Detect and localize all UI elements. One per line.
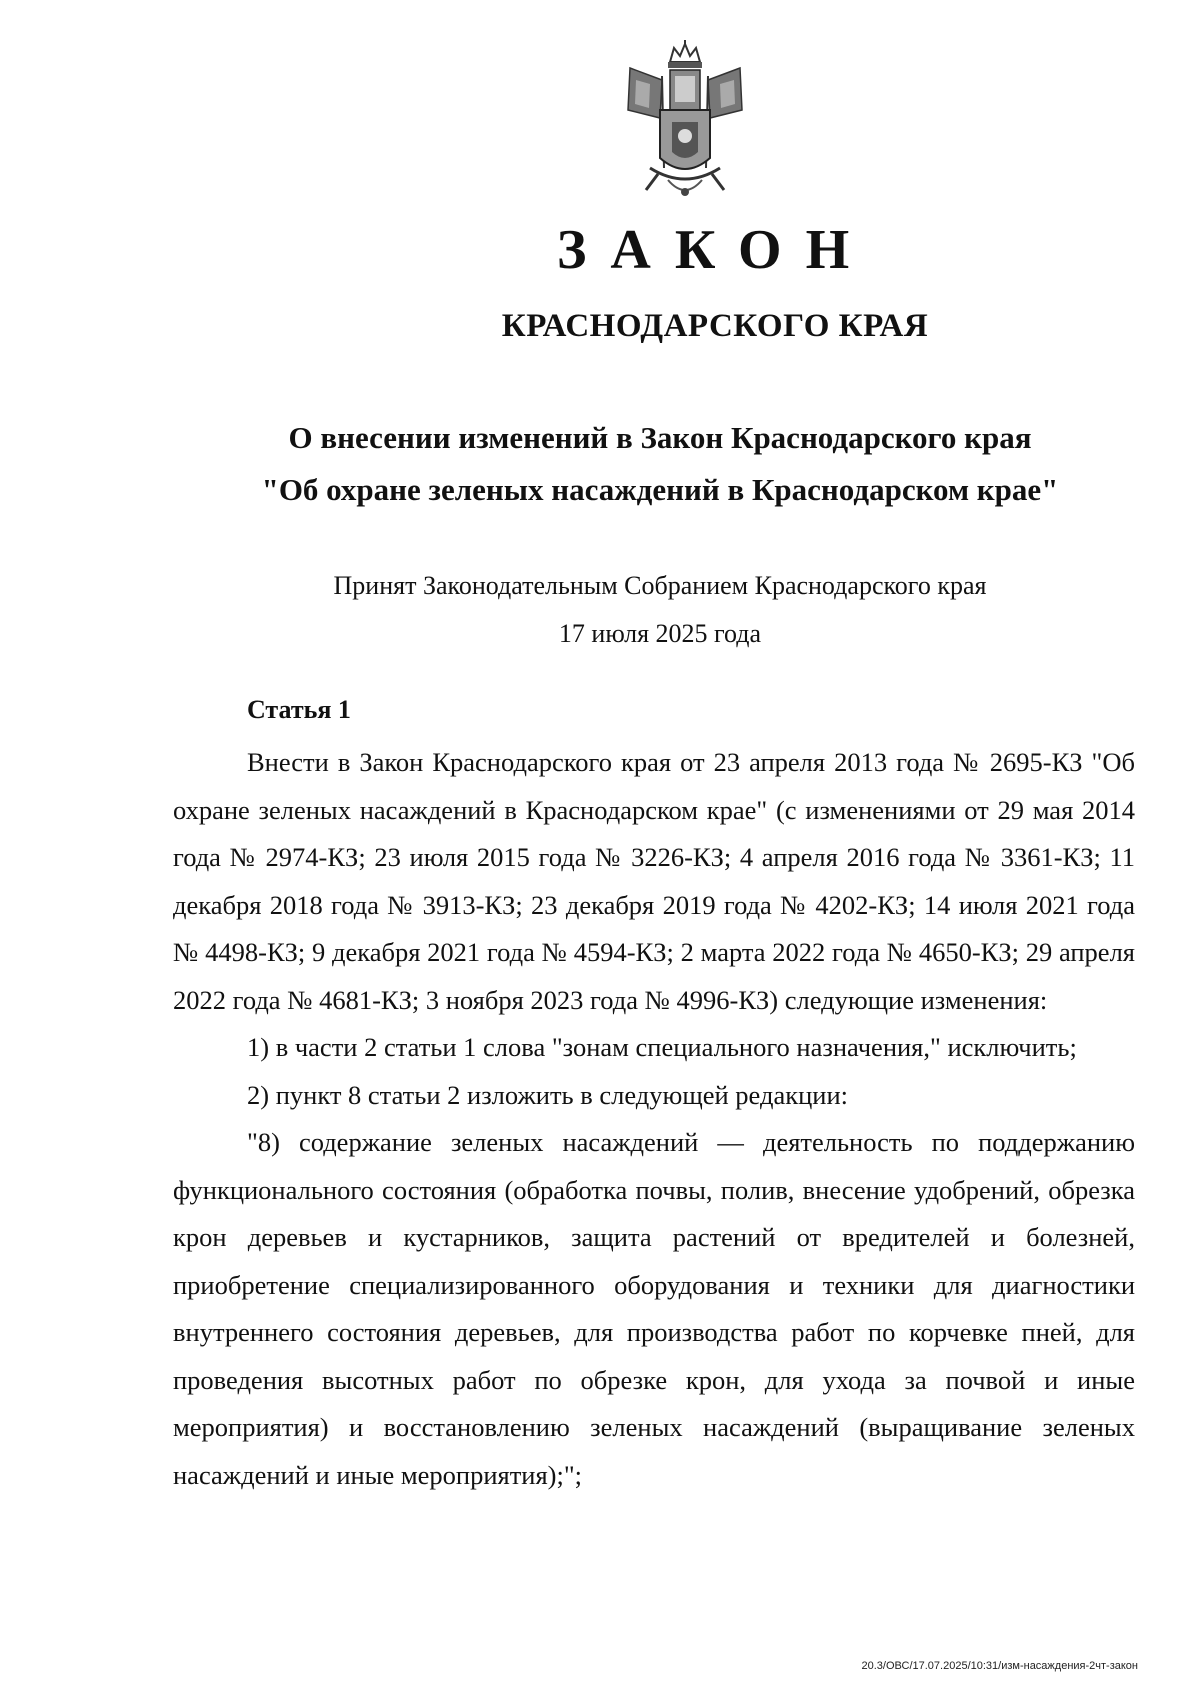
article-paragraph: "8) содержание зеленых насаждений — деятельность по поддержанию функционального состояния (обработка почвы, полив, внесение удобрений, обрезка крон деревьев и кустарников, защита растений от вредителей и болезней, приобретение специализированного оборудования и техники для диагностики внутреннего состояния деревьев, для производства работ по корчевке пней, для проведения высотных работ по обрезке крон, для ухода за почвой и иные мероприятия) и восстановлению зеленых насаждений (выращивание зеленых насаждений и иные мероприятия);"; [173,1127,1135,1490]
adoption-body: Принят Законодательным Собранием Краснодарского края [333,571,987,600]
law-subject [180,412,1140,516]
article-paragraph: 1) в части 2 статьи 1 слова "зонам специального назначения," исключить; [247,1032,1077,1062]
article-heading: Статья 1 [247,695,351,724]
adoption-date: 17 июля 2025 года [558,619,762,648]
document-title: ЗАКОН [556,219,874,281]
krasnodar-krai-coat-of-arms-icon [610,40,760,210]
document-region: КРАСНОДАРСКОГО КРАЯ [501,308,929,344]
article-paragraph: Внести в Закон Краснодарского края от 23 апреля 2013 года № 2695-КЗ "Об охране зеленых насаждений в Краснодарском крае" (с изменениями от 29 мая 2014 года № 2974-КЗ; 23 июля 2015 года № 3226-КЗ; 4 апреля 2016 года № 3361-КЗ; 11 декабря 2018 года № 3913-КЗ; 23 декабря 2019 года № 4202-КЗ; 14 июля 2021 года № 4498-КЗ; 9 декабря 2021 года № 4594-КЗ; 2 марта 2022 года № 4650-КЗ; 29 апреля 2022 года № 4681-КЗ; 3 ноября 2023 года № 4996-КЗ) следующие изменения: [173,747,1135,1015]
document-reference: 20.3/ОВС/17.07.2025/10:31/изм-насаждения-2чт-закон [861,1660,1138,1672]
article-paragraph: 2) пункт 8 статьи 2 изложить в следующей редакции: [247,1079,848,1110]
article-body [173,739,1135,1499]
law-subject-line: О внесении изменений в Закон Краснодарского края [288,420,1032,455]
law-subject-line: "Об охране зеленых насаждений в Краснодарском крае" [261,472,1059,507]
adoption-info [180,562,1140,658]
